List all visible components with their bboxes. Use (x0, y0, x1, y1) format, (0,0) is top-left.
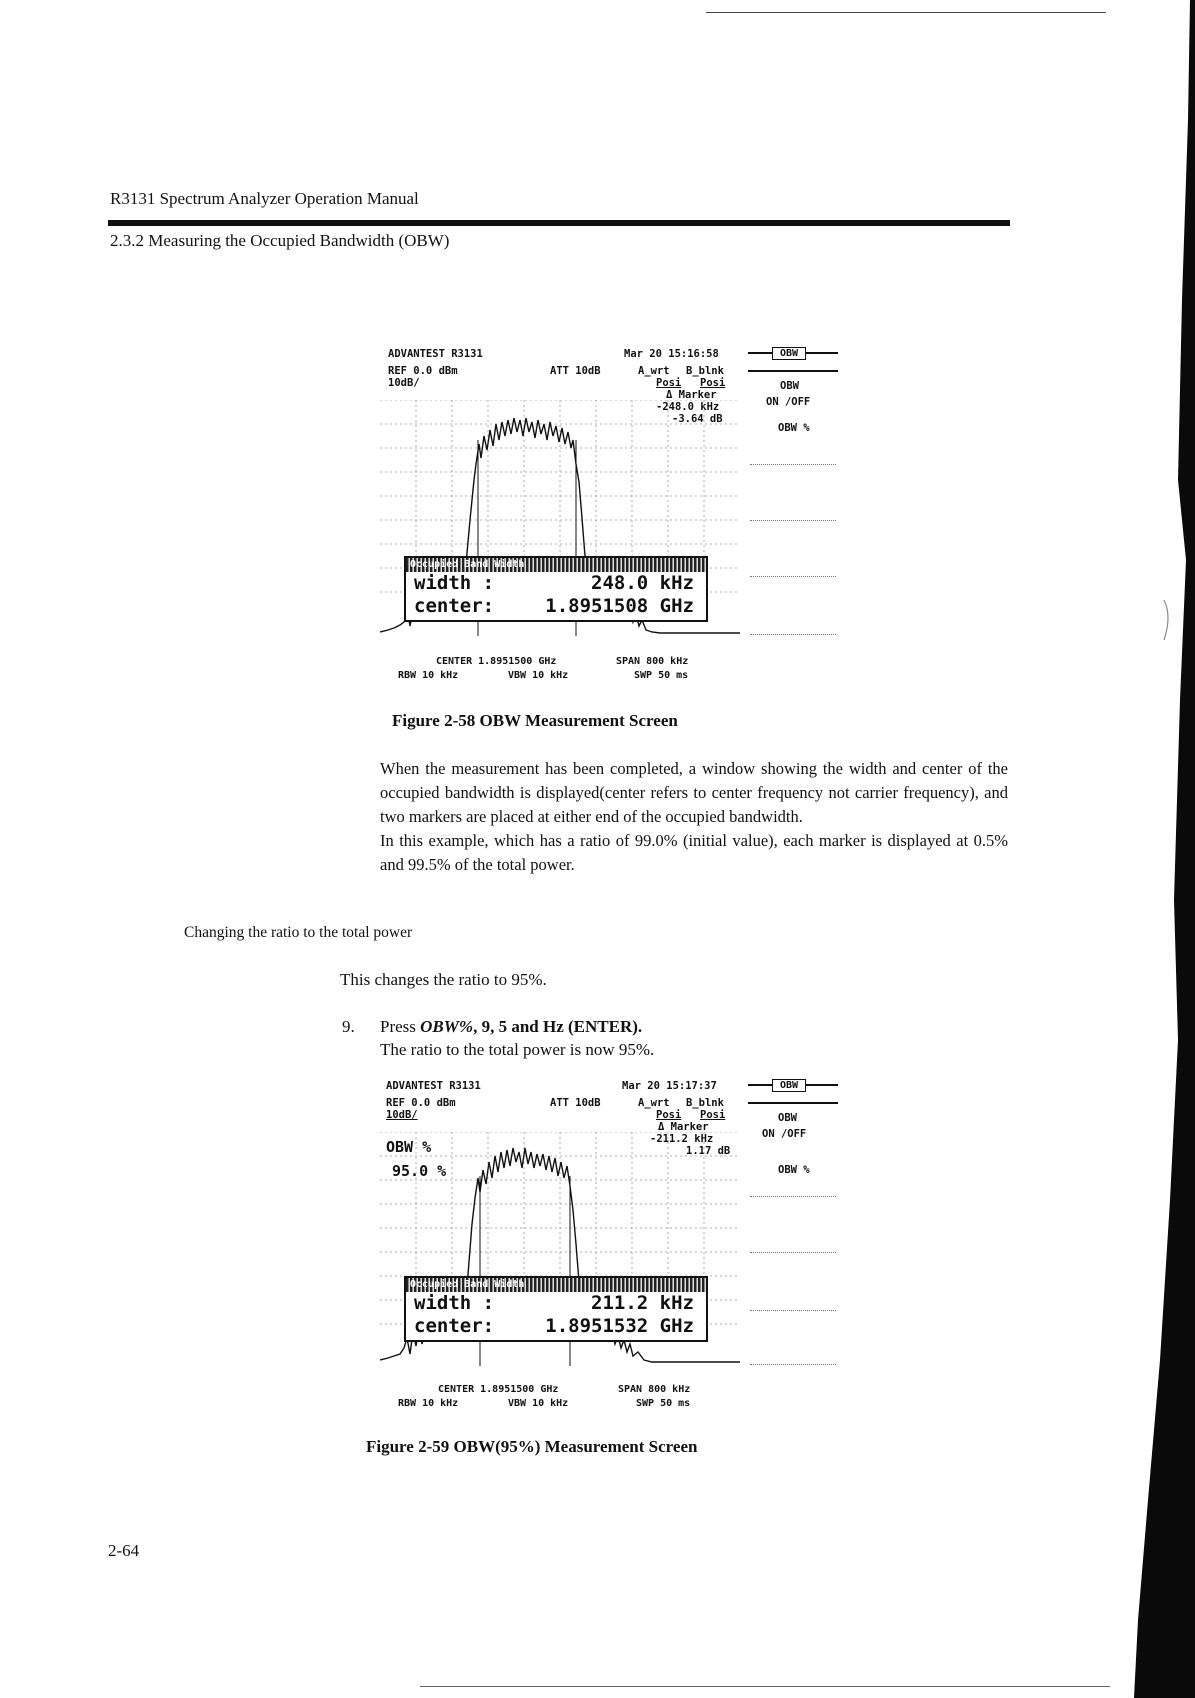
delta-marker-label: Δ Marker (666, 389, 717, 401)
softkey-menu-title: OBW (772, 1079, 806, 1092)
trace-a-detector: Posi (656, 1109, 682, 1121)
obw-center-label: center: (414, 595, 495, 617)
softkey-divider (750, 634, 836, 635)
key-sequence: , 9, 5 and Hz (ENTER). (473, 1017, 643, 1036)
softkey-divider (750, 1310, 836, 1311)
softkey-divider (750, 520, 836, 521)
ref-level: REF 0.0 dBm (386, 1097, 456, 1109)
paragraph: In this example, which has a ratio of 99.0% (initial value), each marker is displayed at 0.5% and 99.5% of the total power. (380, 831, 1008, 874)
delta-marker-label: Δ Marker (658, 1121, 709, 1133)
obw-width-value: 211.2 kHz (591, 1292, 694, 1314)
vbw: VBW 10 kHz (508, 670, 569, 681)
analyzer-screen-2 (380, 1076, 840, 1412)
header-rule (108, 220, 1010, 226)
step-press: Press (380, 1017, 421, 1036)
ref-level: REF 0.0 dBm (388, 365, 458, 377)
obw-width-value: 248.0 kHz (591, 572, 694, 594)
softkey-divider (750, 1252, 836, 1253)
softkey-menu-title: OBW (772, 347, 806, 360)
scan-bottom-rule (420, 1686, 1110, 1687)
softkey-rule (748, 370, 838, 372)
trace-a-mode: A_wrt (638, 365, 670, 377)
obw-width-label: width : (414, 1292, 495, 1314)
obw-width-label: width : (414, 572, 495, 594)
paragraph: When the measurement has been completed, a window showing the width and center of the occupied bandwidth is displayed(center refers to center frequency not carrier frequency), and two markers are placed at either end of the occupied bandwidth. (380, 759, 1008, 826)
softkey-obw[interactable]: OBW (778, 1112, 797, 1124)
center-frequency: CENTER 1.8951500 GHz (438, 1384, 559, 1395)
scale-division: 10dB/ (386, 1109, 418, 1121)
trace-b-mode: B_blnk (686, 1097, 724, 1109)
page-number: 2-64 (108, 1541, 140, 1560)
trace-a-detector: Posi (656, 377, 682, 389)
softkey-divider (750, 1364, 836, 1365)
sweep-time: SWP 50 ms (634, 670, 689, 681)
scale-division: 10dB/ (388, 377, 420, 389)
screen-datetime: Mar 20 15:17:37 (622, 1080, 717, 1092)
trace-b-detector: Posi (700, 1109, 726, 1121)
screen-datetime: Mar 20 15:16:58 (624, 348, 719, 360)
body-text (380, 757, 1008, 877)
scan-top-rule (706, 12, 1106, 13)
analyzer-screen-1 (380, 344, 840, 696)
trace-b-detector: Posi (700, 377, 726, 389)
figure-caption-2: Figure 2-59 OBW(95%) Measurement Screen (366, 1437, 698, 1456)
step-instruction (380, 1017, 642, 1037)
softkey-obw-on-off[interactable]: ON /OFF (762, 1128, 807, 1140)
softkey-obw[interactable]: OBW (780, 380, 799, 392)
screen-brand: ADVANTEST R3131 (388, 348, 483, 360)
trace-a-mode: A_wrt (638, 1097, 670, 1109)
screen-brand: ADVANTEST R3131 (386, 1080, 481, 1092)
step-number: 9. (342, 1017, 355, 1036)
delta-marker-frequency: -248.0 kHz (656, 401, 720, 413)
softkey-divider (750, 464, 836, 465)
obw-percent-entry-label: OBW % (386, 1138, 432, 1156)
ratio-description: This changes the ratio to 95%. (340, 970, 547, 989)
span: SPAN 800 kHz (616, 656, 689, 667)
figure-caption-1: Figure 2-58 OBW Measurement Screen (392, 711, 678, 730)
vbw: VBW 10 kHz (508, 1398, 569, 1409)
obw-center-label: center: (414, 1315, 495, 1337)
obw-center-value: 1.8951532 GHz (545, 1315, 694, 1337)
delta-marker-frequency: -211.2 kHz (650, 1133, 714, 1145)
rbw: RBW 10 kHz (398, 670, 459, 681)
scan-dark-edge (1120, 0, 1195, 1698)
obw-result-box (404, 1276, 708, 1342)
delta-marker-level: 1.17 dB (686, 1145, 731, 1157)
softkey-divider (750, 1196, 836, 1197)
obw-result-title: Occupied Band Width (406, 558, 706, 572)
softkey-divider (750, 576, 836, 577)
softkey-obw-percent[interactable]: OBW % (778, 422, 810, 434)
obw-result-title: Occupied Band Width (406, 1278, 706, 1292)
span: SPAN 800 kHz (618, 1384, 691, 1395)
softkey-rule (748, 1102, 838, 1104)
softkey-obw-percent[interactable]: OBW % (778, 1164, 810, 1176)
side-heading: Changing the ratio to the total power (184, 924, 413, 941)
softkey-obw-on-off[interactable]: ON /OFF (766, 396, 811, 408)
obw-center-value: 1.8951508 GHz (545, 595, 694, 617)
obw-result-box (404, 556, 708, 622)
attenuation: ATT 10dB (550, 1097, 601, 1109)
document-title: R3131 Spectrum Analyzer Operation Manual (110, 189, 419, 208)
trace-b-mode: B_blnk (686, 365, 724, 377)
step-result: The ratio to the total power is now 95%. (380, 1040, 655, 1059)
attenuation: ATT 10dB (550, 365, 601, 377)
section-heading: 2.3.2 Measuring the Occupied Bandwidth (OBW) (110, 231, 450, 250)
delta-marker-level: -3.64 dB (672, 413, 723, 425)
center-frequency: CENTER 1.8951500 GHz (436, 656, 557, 667)
rbw: RBW 10 kHz (398, 1398, 459, 1409)
obw-percent-entry-value: 95.0 % (392, 1162, 447, 1180)
sweep-time: SWP 50 ms (636, 1398, 691, 1409)
key-obw-percent: OBW% (420, 1017, 474, 1036)
